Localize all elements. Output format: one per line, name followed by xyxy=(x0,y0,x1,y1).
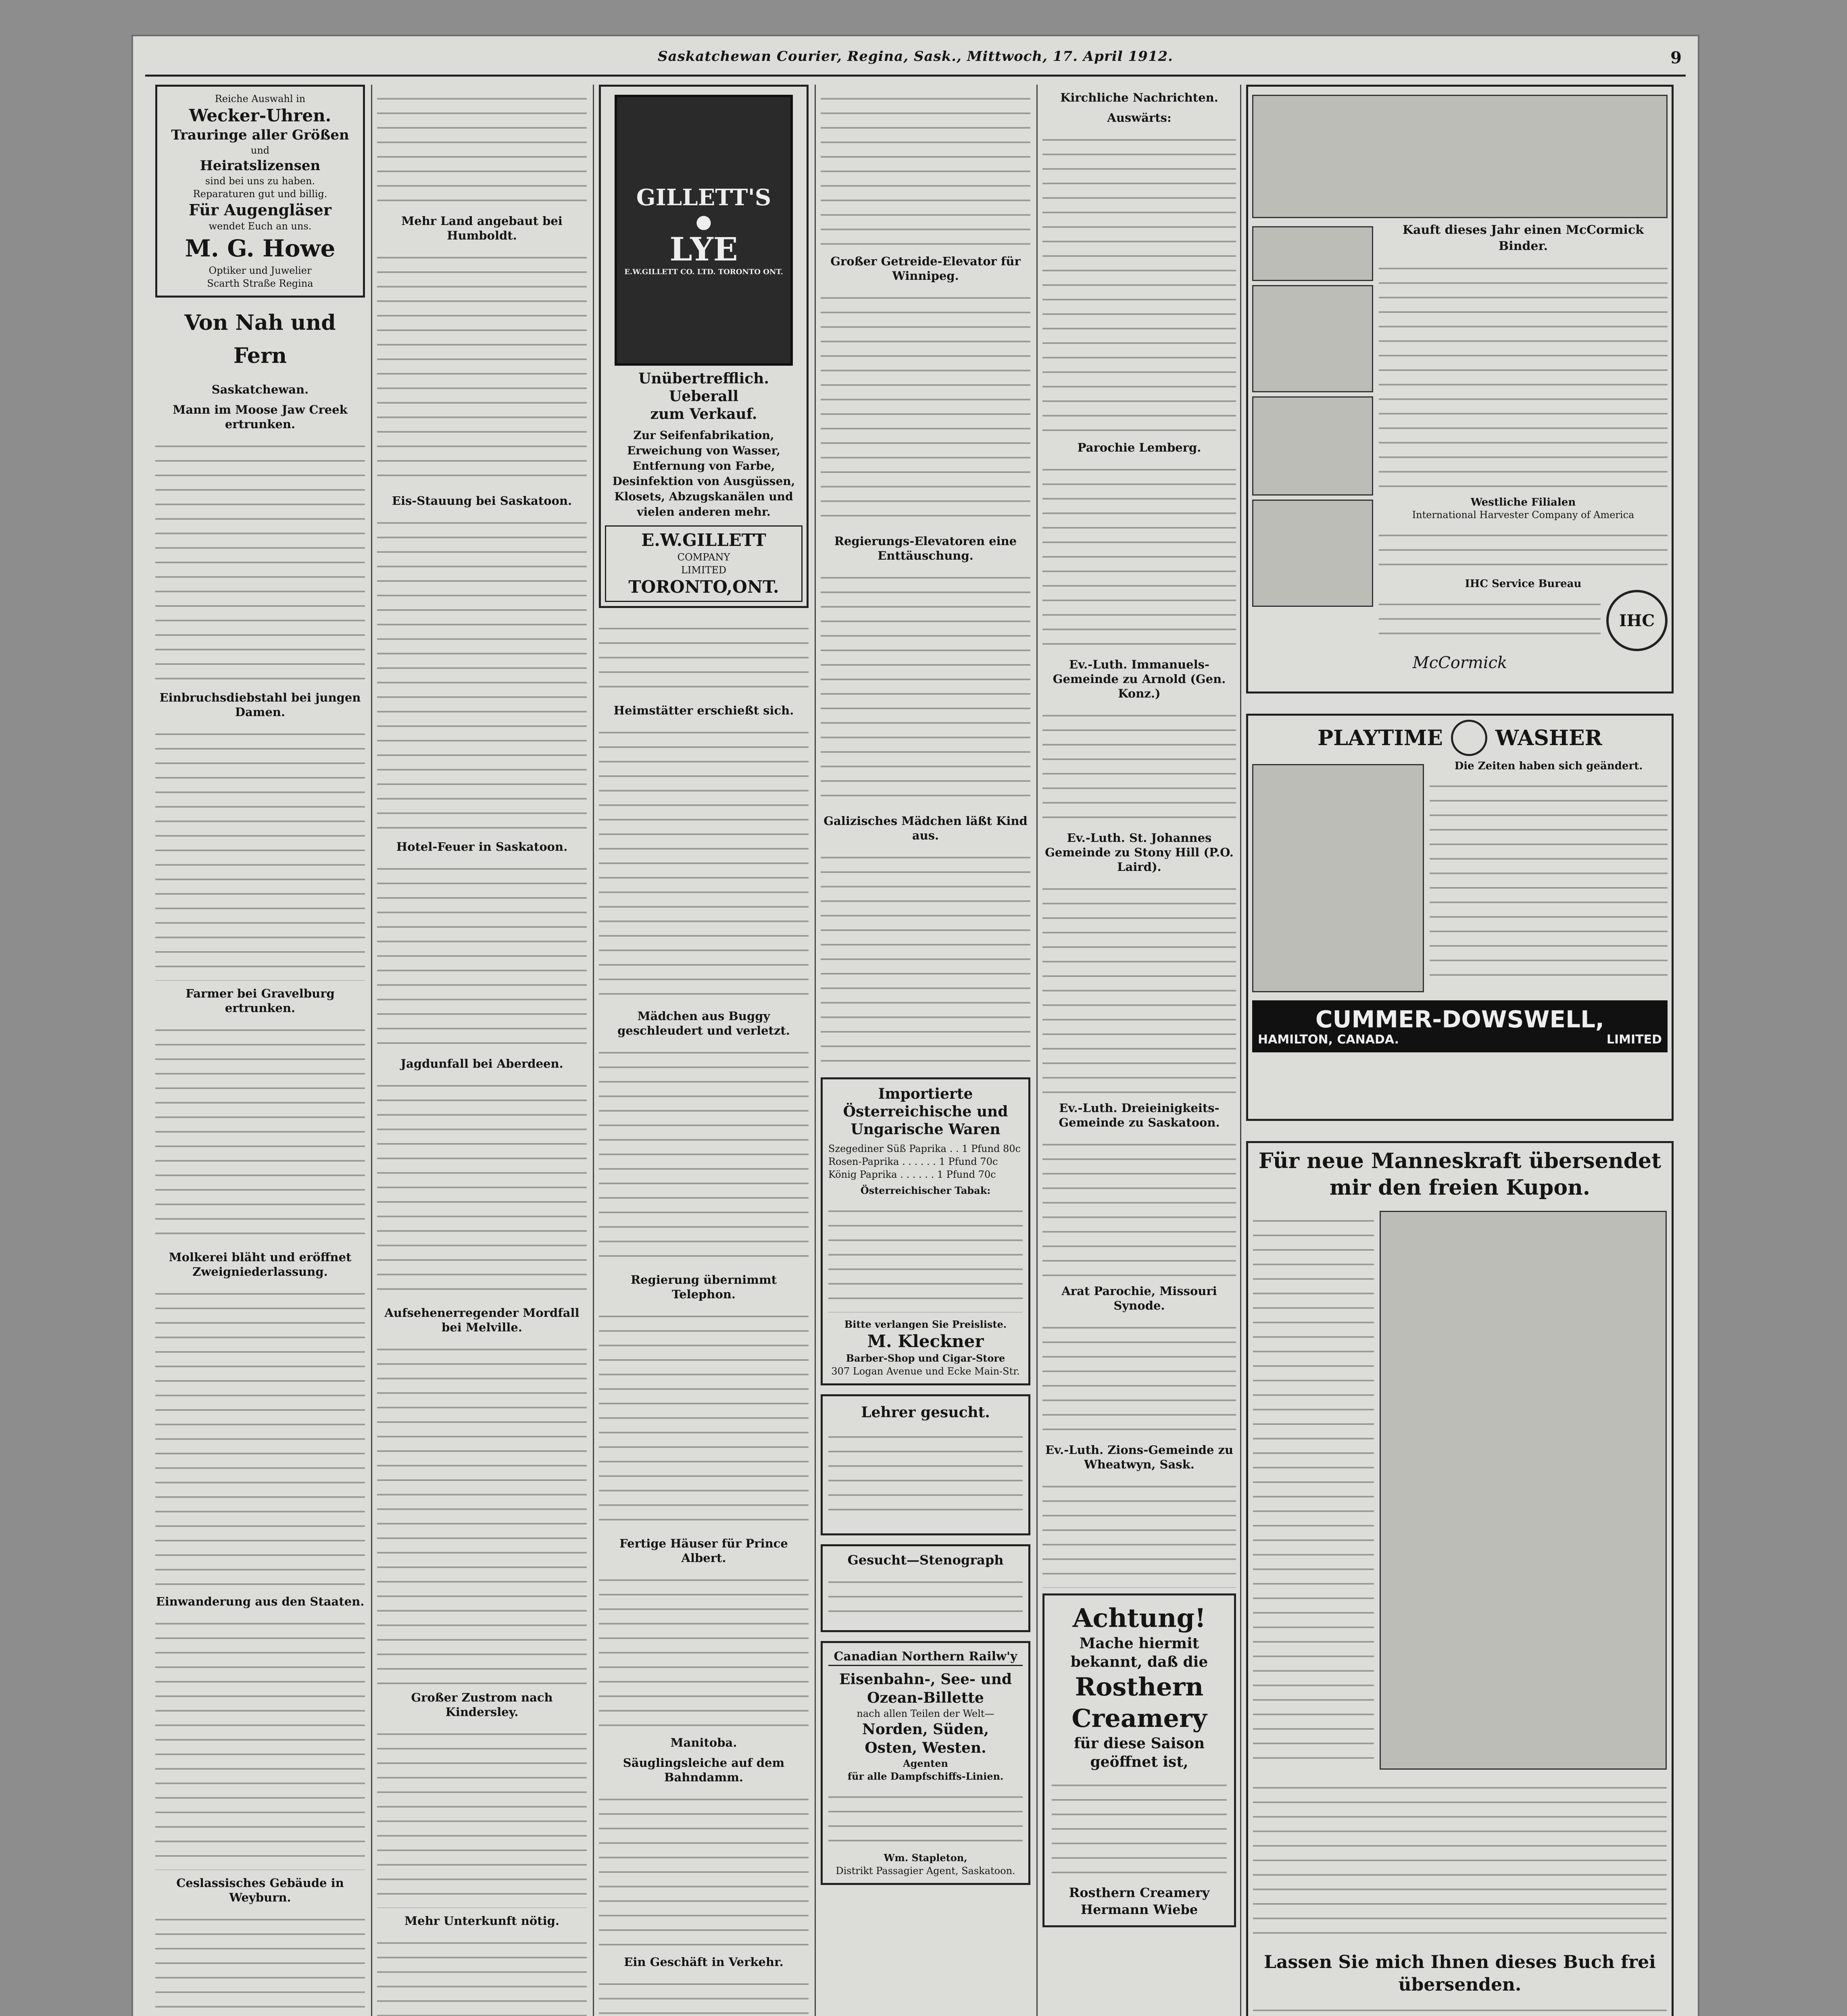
cnr-line: Norden, Süden, xyxy=(862,1721,989,1738)
howe-ad-headline: Wecker-Uhren. xyxy=(189,106,331,125)
binder-part-icon xyxy=(1252,500,1373,607)
mccormick-bureau: IHC Service Bureau xyxy=(1465,578,1582,590)
binder-part-icon xyxy=(1252,396,1373,496)
article-body xyxy=(155,435,365,685)
mccormick-branches: Westliche Filialen xyxy=(1470,496,1576,508)
article-body xyxy=(599,617,809,698)
steno-body xyxy=(828,1570,1023,1619)
masthead-rule xyxy=(145,75,1686,77)
howe-ad-line: Für Augengläser xyxy=(189,201,331,219)
article-headline: Galizisches Mädchen läßt Kind aus. xyxy=(823,814,1028,842)
article-headline: Aufsehenerregender Mordfall bei Melville. xyxy=(384,1306,580,1334)
article-headline: Mädchen aus Buggy geschleudert und verletzt. xyxy=(617,1009,790,1037)
playtime-slogan: Die Zeiten haben sich geändert. xyxy=(1454,760,1643,772)
lehrer-title: Lehrer gesucht. xyxy=(861,1404,990,1421)
article-body xyxy=(1042,704,1236,825)
page-number: 9 xyxy=(1670,48,1682,67)
column-4 xyxy=(821,85,1030,2016)
article-headline: Hotel-Feuer in Saskatoon. xyxy=(396,840,568,854)
article-body xyxy=(377,246,587,488)
mccormick-ad xyxy=(1246,85,1674,698)
playtime-body xyxy=(1430,775,1668,984)
article-headline: Mehr Land angebaut bei Humboldt. xyxy=(401,214,563,242)
column-2 xyxy=(377,85,587,2016)
lye-can-image xyxy=(615,95,793,366)
achtung-name: Rosthern xyxy=(1075,1672,1204,1702)
steno-ad xyxy=(821,1544,1030,1632)
gillett-slogan: Ueberall xyxy=(669,388,739,405)
cnr-line: Eisenbahn-, See- und xyxy=(839,1671,1012,1688)
article-body xyxy=(377,511,587,834)
howe-ad-name: M. G. Howe xyxy=(185,235,336,262)
coupon-cta: Lassen Sie mich Ihnen dieses Buch frei übersenden. xyxy=(1264,1952,1656,1995)
article-body xyxy=(377,1931,587,2016)
article-headline: Großer Zustrom nach Kindersley. xyxy=(411,1691,553,1719)
gillett-company-line: COMPANY xyxy=(677,552,730,563)
article-headline: Ev.-Luth. St. Johannes Gemeinde zu Stony Hill (P.O. Laird). xyxy=(1045,831,1234,874)
article-headline: Mann im Moose Jaw Creek ertrunken. xyxy=(173,403,348,431)
article-headline: Großer Getreide-Elevator für Winnipeg. xyxy=(830,254,1021,283)
cnr-line: Agenten xyxy=(903,1758,948,1769)
column-1 xyxy=(155,85,365,2016)
cnr-agent: Wm. Stapleton, xyxy=(884,1852,967,1864)
cnr-agent-title: Distrikt Passagier Agent, Saskatoon. xyxy=(836,1865,1015,1876)
achtung-ad xyxy=(1042,1593,1236,1927)
gillett-city: TORONTO,ONT. xyxy=(628,577,779,597)
achtung-line: Mache hiermit bekannt, daß die xyxy=(1070,1635,1208,1670)
mccormick-signature: McCormick xyxy=(1412,654,1507,672)
article-body xyxy=(821,846,1030,1072)
masthead: Saskatchewan Courier, Regina, Sask., Mittwoch, 17. April 1912. xyxy=(658,48,1173,65)
washer-logo-icon xyxy=(1451,720,1487,756)
cummer-dowswell-name: CUMMER-DOWSWELL, xyxy=(1315,1006,1605,1033)
cnr-line: Osten, Westen. xyxy=(865,1739,986,1756)
article-body xyxy=(1042,458,1236,652)
lehrer-body xyxy=(828,1425,1023,1522)
article-headline: Fertige Häuser für Prince Albert. xyxy=(619,1537,788,1565)
article-body xyxy=(1042,1133,1236,1278)
binder-part-icon xyxy=(1252,285,1373,392)
playtime-title: PLAYTIME xyxy=(1317,725,1443,750)
cnr-line: Ozean-Billette xyxy=(867,1689,984,1706)
article-body xyxy=(599,1972,809,2016)
rooster-icon: ● xyxy=(695,210,712,232)
column-5 xyxy=(1042,85,1236,2016)
article-body xyxy=(821,566,1030,808)
howe-ad-line: Optiker und Juwelier xyxy=(208,265,312,276)
article-body xyxy=(599,1305,809,1531)
cummer-dowswell-city: HAMILTON, CANADA. xyxy=(1258,1033,1399,1047)
howe-ad-line: Reparaturen gut und billig. xyxy=(193,188,327,200)
cnr-line: für alle Dampfschiffs-Linien. xyxy=(847,1770,1004,1782)
article-headline: Ev.-Luth. Zions-Gemeinde zu Wheatwyn, Sask. xyxy=(1045,1443,1234,1471)
cummer-dowswell-suffix: LIMITED xyxy=(1606,1033,1662,1047)
section-title: Kirchliche Nachrichten. xyxy=(1060,91,1218,104)
mccormick-body xyxy=(1379,257,1668,491)
gillett-uses: Zur Seifenfabrikation, Erweichung von Wasser, Entfernung von Farbe, Desinfektion von Ausgüssen, Klosets, Abzugskanälen und vielen anderen mehr. xyxy=(612,429,795,519)
washing-machine-illustration xyxy=(1252,764,1424,992)
coupon-body xyxy=(1253,1776,1667,1945)
article-body xyxy=(1042,1475,1236,1588)
section-subtitle: Auswärts: xyxy=(1107,111,1172,125)
price-row: Szegediner Süß Paprika . . 1 Pfund 80c xyxy=(828,1143,1021,1154)
article-body xyxy=(377,87,587,208)
article-body xyxy=(599,721,809,1003)
import-ad-address: 307 Logan Avenue und Ecke Main-Str. xyxy=(831,1366,1020,1377)
article-headline: Arat Parochie, Missouri Synode. xyxy=(1061,1284,1217,1312)
gillett-ad xyxy=(599,85,809,608)
import-ad-title: Österreichische und xyxy=(843,1103,1008,1120)
cnr-ad xyxy=(821,1641,1030,1885)
howe-ad-line: wendet Euch an uns. xyxy=(208,221,312,232)
article-body xyxy=(599,1041,809,1267)
gillett-slogan: Unübertrefflich. xyxy=(638,370,769,387)
article-body xyxy=(377,1338,587,1685)
mccormick-title: Kauft dieses Jahr einen McCormick Binder. xyxy=(1403,223,1644,253)
newspaper-page xyxy=(133,36,1698,2016)
can-lye: LYE xyxy=(669,230,738,268)
article-headline: Mehr Unterkunft nötig. xyxy=(404,1914,559,1928)
article-body xyxy=(599,1568,809,1730)
steno-title: Gesucht—Stenograph xyxy=(847,1552,1004,1568)
article-headline: Ceslassisches Gebäude in Weyburn. xyxy=(176,1876,344,1904)
import-ad-name: M. Kleckner xyxy=(867,1331,984,1351)
landscape-illustration xyxy=(1252,95,1668,218)
coupon-body xyxy=(1253,1209,1374,1766)
couple-illustration xyxy=(1380,1211,1667,1770)
howe-ad-line: Reiche Auswahl in xyxy=(215,93,306,104)
playtime-title: WASHER xyxy=(1495,725,1602,750)
achtung-line: Rosthern Creamery xyxy=(1069,1885,1210,1900)
article-headline: Regierungs-Elevatoren eine Enttäuschung. xyxy=(834,534,1017,562)
article-headline: Ev.-Luth. Immanuels-Gemeinde zu Arnold (Gen. Konz.) xyxy=(1053,658,1226,700)
article-headline: Molkerei bläht und eröffnet Zweigniederlassung. xyxy=(169,1250,352,1279)
playtime-washer-ad xyxy=(1246,714,1674,1125)
howe-ad-line: sind bei uns zu haben. xyxy=(205,175,315,187)
import-ad-list xyxy=(828,1200,1023,1312)
achtung-line: für diese Saison geöffnet ist, xyxy=(1074,1735,1205,1770)
import-ad-subhead: Österreichischer Tabak: xyxy=(860,1185,991,1196)
article-headline: Einbruchsdiebstahl bei jungen Damen. xyxy=(159,691,361,719)
article-headline: Ein Geschäft in Verkehr. xyxy=(624,1955,784,1969)
coupon-headline: Für neue Manneskraft übersendet mir den freien Kupon. xyxy=(1258,1149,1661,1200)
article-body xyxy=(599,1788,809,1949)
howe-ad-line: Heiratslizensen xyxy=(200,158,321,174)
article-body xyxy=(377,1722,587,1908)
article-headline: Säuglingsleiche auf dem Bahndamm. xyxy=(623,1756,785,1784)
column-rule xyxy=(593,85,594,2016)
column-rule xyxy=(1036,85,1038,2016)
gillett-company-line: LIMITED xyxy=(681,564,727,576)
article-headline: Heimstätter erschießt sich. xyxy=(613,704,794,717)
article-headline: Eis-Stauung bei Saskatoon. xyxy=(392,494,572,508)
cnr-line: nach allen Teilen der Welt— xyxy=(857,1708,994,1719)
article-body xyxy=(155,1282,365,1589)
can-maker: E.W.GILLETT CO. LTD. TORONTO ONT. xyxy=(624,268,783,276)
article-body xyxy=(821,286,1030,528)
ihc-logo: IHC xyxy=(1606,590,1668,651)
mccormick-company: International Harvester Company of America xyxy=(1412,509,1634,521)
article-headline: Farmer bei Gravelburg ertrunken. xyxy=(186,987,335,1015)
achtung-title: Achtung! xyxy=(1072,1603,1206,1633)
price-row: Rosen-Paprika . . . . . . 1 Pfund 70c xyxy=(828,1156,998,1167)
mccormick-cities xyxy=(1379,524,1668,572)
howe-ad-line: Trauringe aller Größen xyxy=(171,127,349,143)
cnr-title: Canadian Northern Railw'y xyxy=(828,1649,1023,1666)
import-ad-title: Importierte xyxy=(878,1085,973,1102)
article-body xyxy=(1042,1316,1236,1437)
cnr-body xyxy=(828,1785,1023,1846)
can-label: GILLETT'S xyxy=(636,184,771,211)
section-subtitle: Saskatchewan. xyxy=(211,383,309,396)
article-body xyxy=(155,1018,365,1244)
article-body xyxy=(155,723,365,981)
lehrer-ad xyxy=(821,1394,1030,1535)
achtung-body xyxy=(1052,1774,1227,1879)
howe-ad-address: Scarth Straße Regina xyxy=(207,278,313,289)
howe-ad-line: und xyxy=(250,145,270,156)
mccormick-bureau-text xyxy=(1379,593,1601,645)
howe-ad xyxy=(155,85,365,298)
sanden-coupon-ad xyxy=(1246,1141,1674,2016)
article-body xyxy=(821,87,1030,248)
gillett-slogan: zum Verkauf. xyxy=(650,406,757,423)
import-ad-title: Ungarische Waren xyxy=(851,1121,1001,1138)
twine-icon xyxy=(1252,226,1373,281)
article-headline: Regierung übernimmt Telephon. xyxy=(630,1273,777,1301)
article-headline: Ev.-Luth. Dreieinigkeits-Gemeinde zu Saskatoon. xyxy=(1059,1101,1220,1129)
article-headline: Einwanderung aus den Staaten. xyxy=(156,1595,365,1608)
import-ad-order: Bitte verlangen Sie Preisliste. xyxy=(844,1318,1007,1330)
article-body xyxy=(1042,128,1236,435)
column-rule xyxy=(371,85,372,2016)
import-ad xyxy=(821,1077,1030,1385)
article-body xyxy=(155,1908,365,2016)
article-body xyxy=(155,1612,365,1870)
coupon-body xyxy=(1253,1999,1667,2016)
column-rule xyxy=(1240,85,1241,2016)
article-body xyxy=(377,1074,587,1300)
section-title: Von Nah und Fern xyxy=(184,310,336,368)
column-3 xyxy=(599,85,809,2016)
section-subtitle: Manitoba. xyxy=(670,1736,737,1749)
achtung-line: Hermann Wiebe xyxy=(1080,1902,1198,1917)
price-row: König Paprika . . . . . . 1 Pfund 70c xyxy=(828,1169,996,1180)
article-headline: Parochie Lemberg. xyxy=(1077,441,1201,454)
article-body xyxy=(377,857,587,1051)
article-body xyxy=(1042,877,1236,1095)
gillett-company: E.W.GILLETT xyxy=(641,530,766,550)
achtung-name: Creamery xyxy=(1072,1704,1207,1733)
import-ad-trade: Barber-Shop und Cigar-Store xyxy=(846,1352,1005,1364)
column-rule xyxy=(815,85,816,2016)
article-headline: Jagdunfall bei Aberdeen. xyxy=(400,1057,563,1070)
